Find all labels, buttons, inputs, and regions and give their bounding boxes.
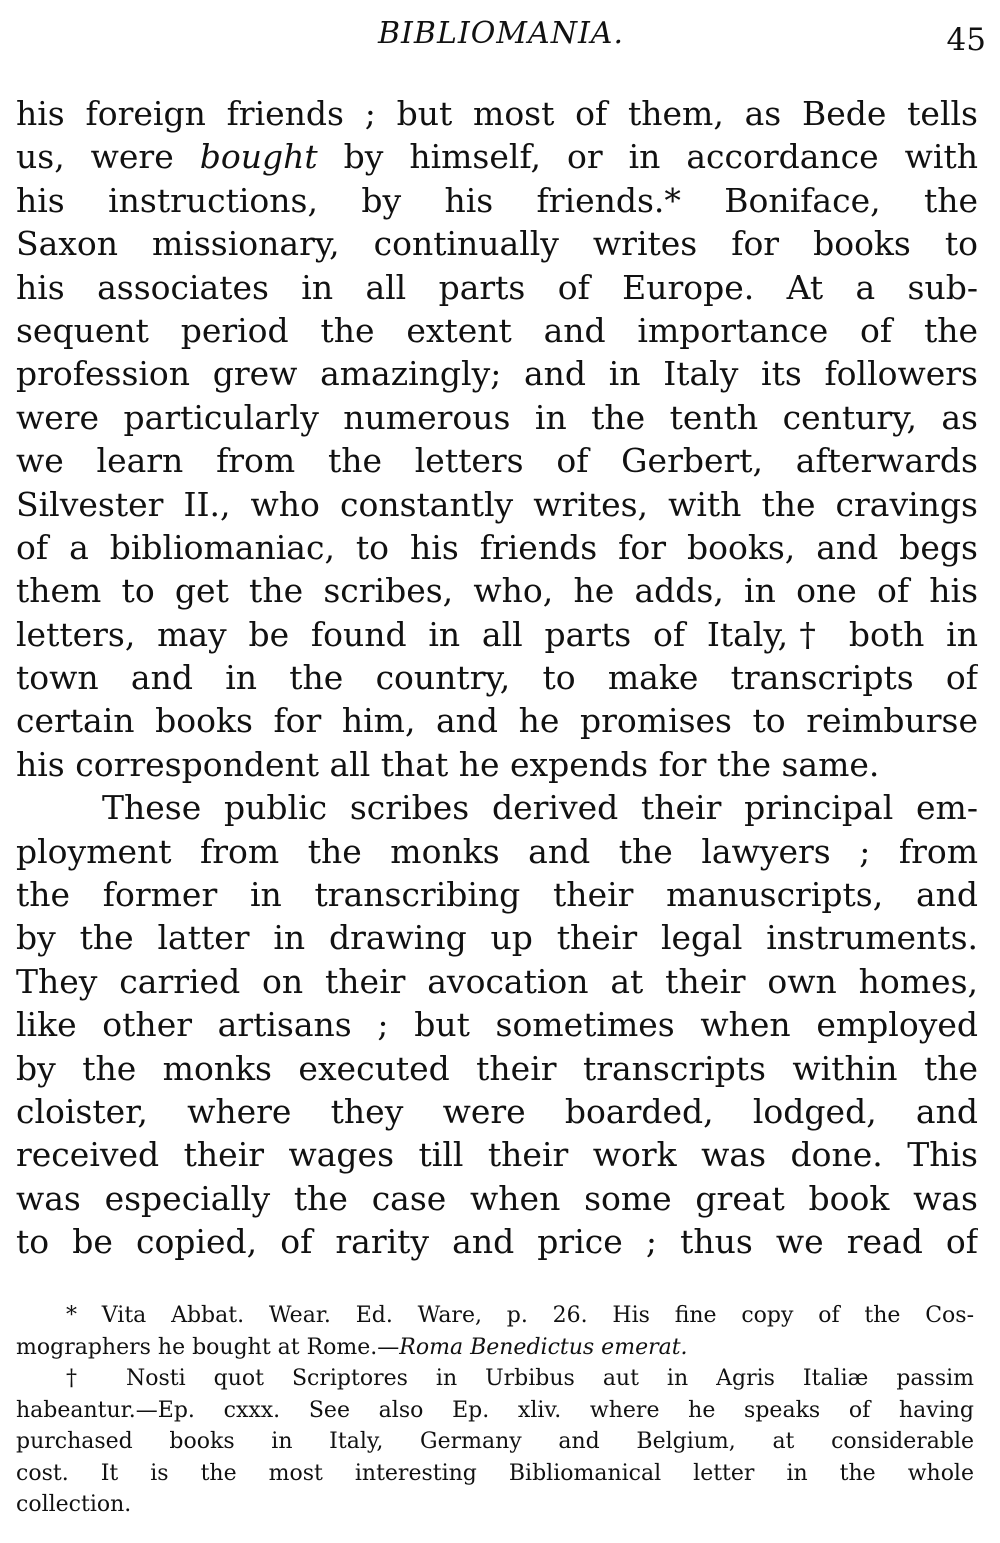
footnote-line (16, 1332, 974, 1364)
text-line: his associates in all parts of Europe. At a sub- (16, 267, 978, 307)
italic-emphasis: Roma Benedictus emerat. (399, 1334, 688, 1360)
footnote-line: purchased books in Italy, Germany and Belgium, at considerable (16, 1429, 974, 1454)
text-line: the former in transcribing their manuscripts, and (16, 875, 978, 915)
italic-emphasis: bought (199, 137, 318, 177)
text-line: Silvester II., who constantly writes, with the cravings (16, 484, 978, 524)
text-line: like other artisans ; but sometimes when employed (16, 1005, 978, 1045)
text-line: his instructions, by his friends.* Boniface, the (16, 180, 978, 220)
text-line: profession grew amazingly; and in Italy its followers (16, 354, 978, 394)
running-head (16, 14, 986, 58)
footnotes (16, 1300, 974, 1521)
text-line: by the latter in drawing up their legal instruments. (16, 918, 978, 958)
footnote-line: habeantur.—Ep. cxxx. See also Ep. xliv. where he speaks of having (16, 1397, 974, 1423)
text-line: letters, may be found in all parts of Italy,† both in (16, 614, 978, 654)
text-line: They carried on their avocation at their own homes, (16, 961, 978, 1001)
footnote-line: * Vita Abbat. Wear. Ed. Ware, p. 26. His fine copy of the Cos- (66, 1303, 974, 1328)
running-title: BIBLIOMANIA. (378, 16, 624, 51)
text-line: of a bibliomaniac, to his friends for books, and begs (16, 527, 978, 567)
text-line: received their wages till their work was done. This (16, 1135, 978, 1175)
text-line: them to get the scribes, who, he adds, in one of his (16, 571, 978, 611)
paragraph-start-line: These public scribes derived their principal em- (102, 788, 978, 828)
footnote-line: † Nosti quot Scriptores in Urbibus aut in Agris Italiæ passim (66, 1366, 974, 1391)
text-line: was especially the case when some great book was (16, 1178, 978, 1218)
text-line: town and in the country, to make transcripts of (16, 658, 978, 698)
text-line: ployment from the monks and the lawyers ; from (16, 831, 978, 871)
text-segment: us, were (16, 137, 200, 177)
text-segment: by himself, or in accordance with (317, 137, 978, 177)
text-line: Saxon missionary, continually writes for books to (16, 224, 978, 264)
text-line: we learn from the letters of Gerbert, afterwards (16, 441, 978, 481)
text-line (16, 135, 978, 178)
body-text (16, 92, 978, 1264)
page-number: 45 (946, 22, 986, 58)
text-line: to be copied, of rarity and price ; thus we read of (16, 1222, 978, 1262)
text-line: his foreign friends ; but most of them, as Bede tells (16, 94, 978, 133)
footnote-line: collection. (16, 1492, 132, 1517)
text-line: cloister, where they were boarded, lodged, and (16, 1091, 978, 1131)
footnote-line: cost. It is the most interesting Bibliomanical letter in the whole (16, 1460, 974, 1486)
text-segment: mographers he bought at Rome.— (16, 1334, 400, 1360)
text-line: sequent period the extent and importance of the (16, 310, 978, 350)
text-line: certain books for him, and he promises to reimburse (16, 701, 978, 741)
text-line: were particularly numerous in the tenth century, as (16, 397, 978, 437)
text-line: his correspondent all that he expends for the same. (16, 744, 880, 784)
text-line: by the monks executed their transcripts within the (16, 1048, 978, 1088)
